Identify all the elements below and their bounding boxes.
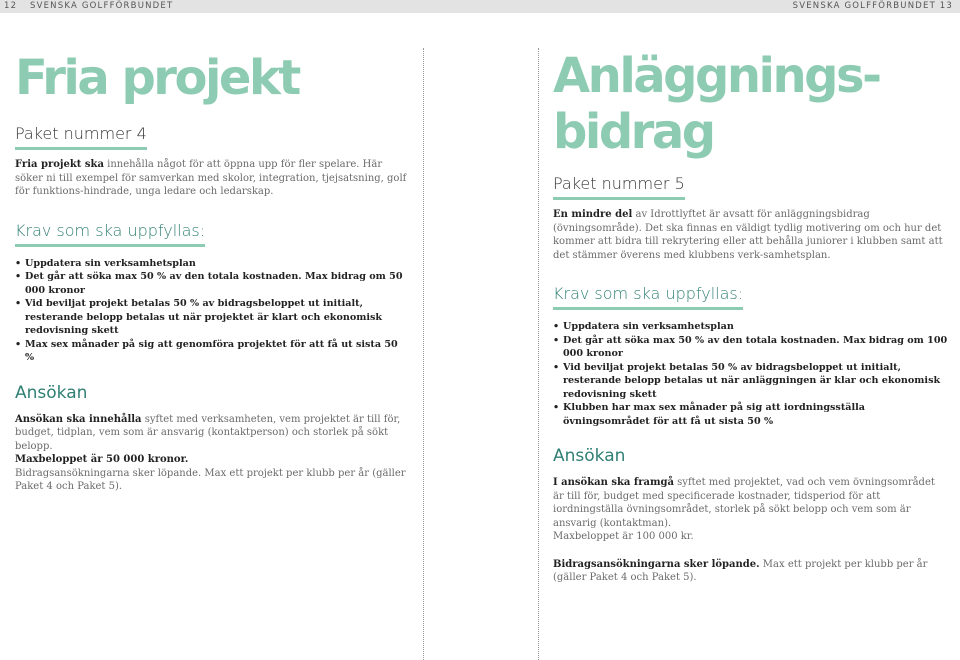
application-heading: Ansökan — [553, 446, 626, 466]
application-tail — [553, 558, 948, 585]
package-heading-4: Paket nummer 4 — [15, 124, 147, 150]
running-header-left: SVENSKA GOLFFÖRBUNDET — [30, 1, 174, 11]
max-amount: Maxbeloppet är 50 000 kronor. — [15, 454, 189, 465]
application-heading: Ansökan — [15, 382, 88, 403]
application-text: syftet med verksamheten, vem projektet är till för, budget, tidplan, vem som är ansvarig (kontaktperson) och storlek på sökt belopp. — [15, 413, 401, 452]
list-item: • Vid beviljat projekt betalas 50 % av bidragsbeloppet ut initialt, resterande belopp betalas ut när anläggningen är klar och ekonomisk redovisning skett — [553, 361, 948, 402]
application-paragraph — [553, 476, 948, 530]
page-number-right: 13 — [939, 1, 953, 11]
column-divider-left — [423, 48, 424, 660]
column-divider-right — [538, 48, 539, 660]
application-text: syftet med projektet, vad och vem övningsområdet är till för, budget med specificerade kostnader, tidsperiod för att iordningställa övningsområdet, storlek på sökt belopp och vem som är ansvarig (kontaktman). — [553, 477, 935, 529]
application-lead: I ansökan ska framgå — [553, 477, 674, 488]
page-title-anlaggningsbidrag — [553, 48, 948, 160]
intro-text: innehålla något för att öppna upp för fler spelare. Här söker ni till exempel för samverkan med skolor, integration, tjejsatsning, golf för funktions-hindrade, unga ledare och ledarskap. — [15, 159, 407, 197]
list-item: • Uppdatera sin verksamhetsplan — [15, 257, 410, 271]
intro-lead: Fria projekt ska — [15, 159, 104, 170]
header-bar — [0, 0, 960, 13]
list-item: • Klubben har max sex månader på sig att iordningsställa övningsområdet för att få ut sista 50 % — [553, 401, 948, 428]
left-page — [15, 48, 410, 494]
application-tail: Bidragsansökningarna sker löpande. Max ett projekt per klubb per år (gäller Paket 4 och Paket 5). — [15, 467, 406, 492]
intro-paragraph — [15, 158, 410, 199]
page-number-left: 12 — [4, 1, 18, 11]
list-item: • Max sex månader på sig att genomföra projektet för att få ut sista 50 % — [15, 338, 410, 365]
requirements-heading: Krav som ska uppfyllas: — [15, 221, 205, 247]
application-paragraph — [15, 413, 410, 454]
requirements-heading: Krav som ska uppfyllas: — [553, 284, 743, 310]
intro-text: av Idrottlyftet är avsatt för anläggningsbidrag (övningsområde). Det ska finnas en väldigt tydlig motivering om och hur det kommer att bidra till rekrytering eller att behålla juniorer i klubben samt att det stämmer överens med klubbens verk-samhetsplan. — [553, 209, 943, 261]
max-amount: Maxbeloppet är 100 000 kr. — [553, 531, 694, 542]
title-line-1: Anläggnings- — [553, 48, 880, 104]
list-item: • Vid beviljat projekt betalas 50 % av bidragsbeloppet ut initialt, resterande belopp betalas ut när projektet är klart och ekonomisk redovisning skett — [15, 297, 410, 338]
list-item: • Det går att söka max 50 % av den totala kostnaden. Max bidrag om 50 000 kronor — [15, 270, 410, 297]
running-header-right: SVENSKA GOLFFÖRBUNDET — [792, 1, 936, 11]
requirements-list — [15, 257, 410, 365]
page-title-fria-projekt: Fria projekt — [15, 50, 299, 106]
package-heading-5: Paket nummer 5 — [553, 174, 685, 200]
tail-text: Max ett projekt per klubb per år (gäller Paket 4 och Paket 5). — [553, 558, 928, 583]
right-page — [553, 48, 948, 585]
title-line-2: bidrag — [553, 104, 714, 160]
list-item: • Uppdatera sin verksamhetsplan — [553, 320, 948, 334]
intro-lead: En mindre del — [553, 209, 633, 220]
list-item: • Det går att söka max 50 % av den totala kostnaden. Max bidrag om 100 000 kronor — [553, 334, 948, 361]
intro-paragraph — [553, 208, 948, 262]
application-lead: Ansökan ska innehålla — [15, 413, 142, 425]
requirements-list — [553, 320, 948, 428]
tail-lead: Bidragsansökningarna sker löpande. — [553, 558, 760, 570]
